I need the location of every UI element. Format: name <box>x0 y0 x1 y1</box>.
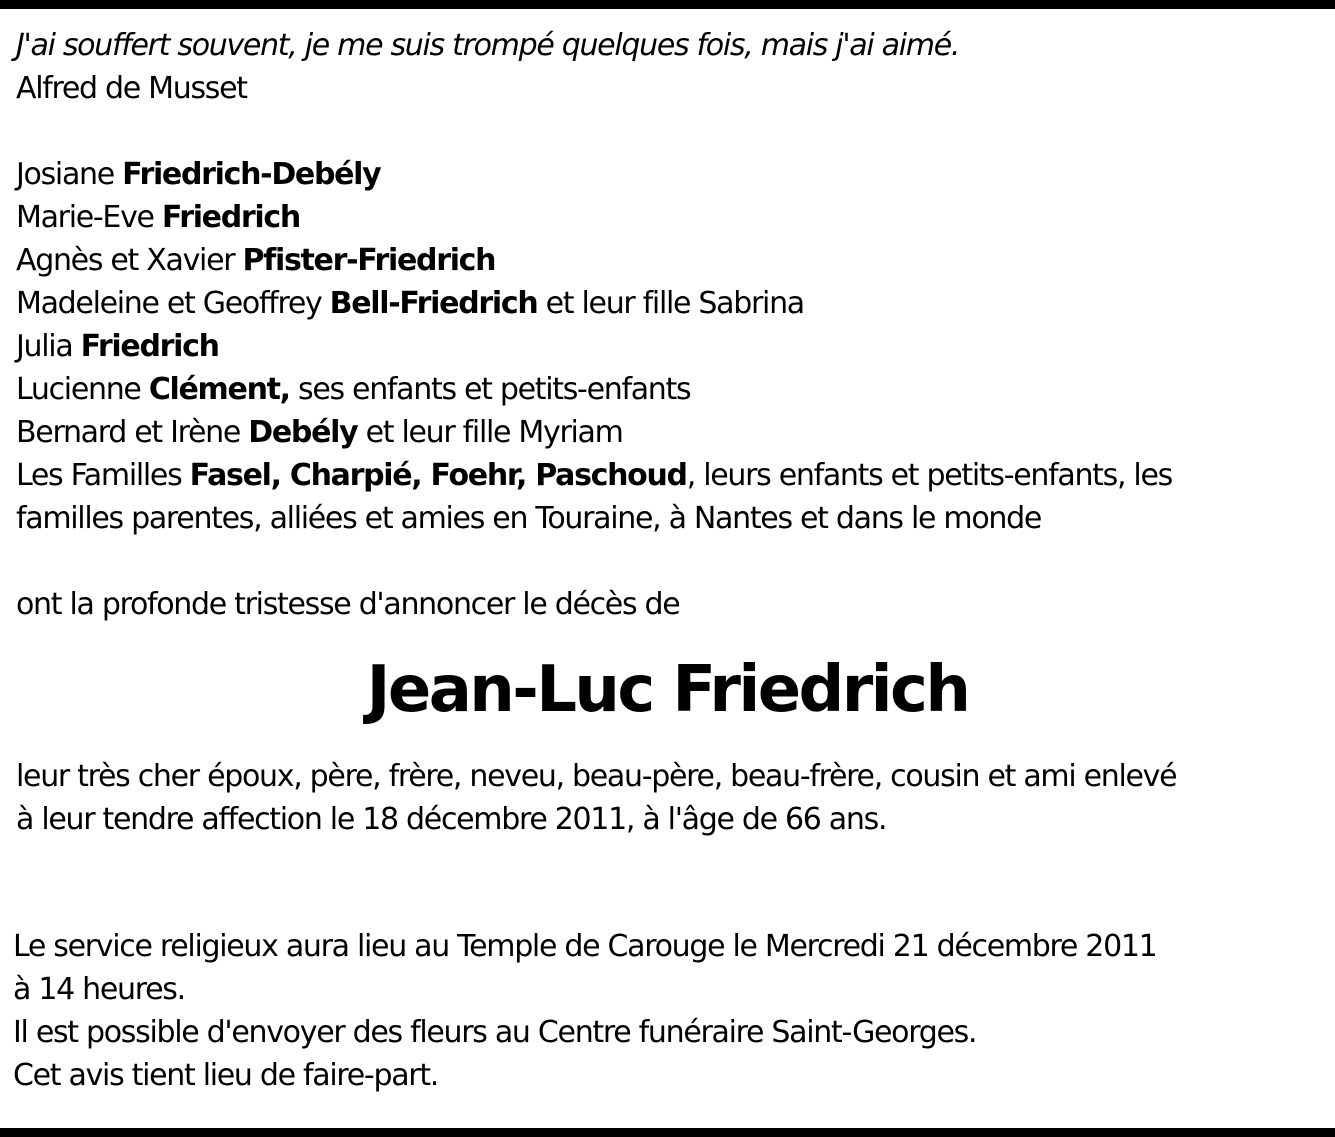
first-name: Julia <box>16 329 81 364</box>
surname: Clément, <box>148 372 290 407</box>
family-line-familles <box>16 454 1172 497</box>
deceased-name: Jean-Luc Friedrich <box>366 653 969 727</box>
line-rest: ses enfants et petits-enfants <box>289 372 691 407</box>
first-name: Lucienne <box>16 372 149 407</box>
family-line-julia <box>16 325 1172 368</box>
description-line-2: à leur tendre affection le 18 décembre 2011, à l'âge de 66 ans. <box>16 802 887 837</box>
deceased-description <box>16 755 1176 841</box>
description-line-1: leur très cher époux, père, frère, neveu, beau-père, beau-frère, cousin et ami enlevé <box>16 759 1177 794</box>
family-line-marie-eve <box>16 196 1172 239</box>
first-name: Marie-Eve <box>16 200 162 235</box>
family-list <box>16 153 1172 540</box>
service-info <box>13 925 1156 1097</box>
first-name: Josiane <box>16 157 123 192</box>
surname: Debély <box>248 415 358 450</box>
family-line-madeleine-geoffrey <box>16 282 1172 325</box>
epigraph-author: Alfred de Musset <box>16 71 247 106</box>
family-line-lucienne <box>16 368 1172 411</box>
family-line-bernard-irene <box>16 411 1172 454</box>
line-rest: , leurs enfants et petits-enfants, les <box>686 458 1172 493</box>
top-border-rule <box>0 0 1335 9</box>
service-line-4: Cet avis tient lieu de faire-part. <box>13 1058 439 1093</box>
surname: Friedrich <box>161 200 300 235</box>
line-rest: et leur fille Sabrina <box>537 286 804 321</box>
bottom-border-rule <box>0 1128 1335 1137</box>
service-line-2: à 14 heures. <box>13 972 185 1007</box>
family-line-josiane <box>16 153 1172 196</box>
surname: Fasel, Charpié, Foehr, Paschoud <box>189 458 687 493</box>
first-name: Les Familles <box>16 458 190 493</box>
surname: Pfister-Friedrich <box>242 243 496 278</box>
family-line-familles-continued: familles parentes, alliées et amies en Touraine, à Nantes et dans le monde <box>16 501 1042 536</box>
surname: Bell-Friedrich <box>329 286 538 321</box>
first-name: Bernard et Irène <box>16 415 249 450</box>
family-line-agnes-xavier <box>16 239 1172 282</box>
line-rest: et leur fille Myriam <box>357 415 623 450</box>
service-line-1: Le service religieux aura lieu au Temple de Carouge le Mercredi 21 décembre 2011 <box>13 929 1157 964</box>
surname: Friedrich <box>80 329 219 364</box>
epigraph <box>16 24 959 110</box>
first-name: Madeleine et Geoffrey <box>16 286 330 321</box>
first-name: Agnès et Xavier <box>16 243 243 278</box>
surname: Friedrich-Debély <box>122 157 381 192</box>
service-line-3: Il est possible d'envoyer des fleurs au Centre funéraire Saint-Georges. <box>13 1015 977 1050</box>
announcement-intro: ont la profonde tristesse d'annoncer le décès de <box>16 587 680 622</box>
epigraph-quote: J'ai souffert souvent, je me suis trompé quelques fois, mais j'ai aimé. <box>16 28 960 63</box>
